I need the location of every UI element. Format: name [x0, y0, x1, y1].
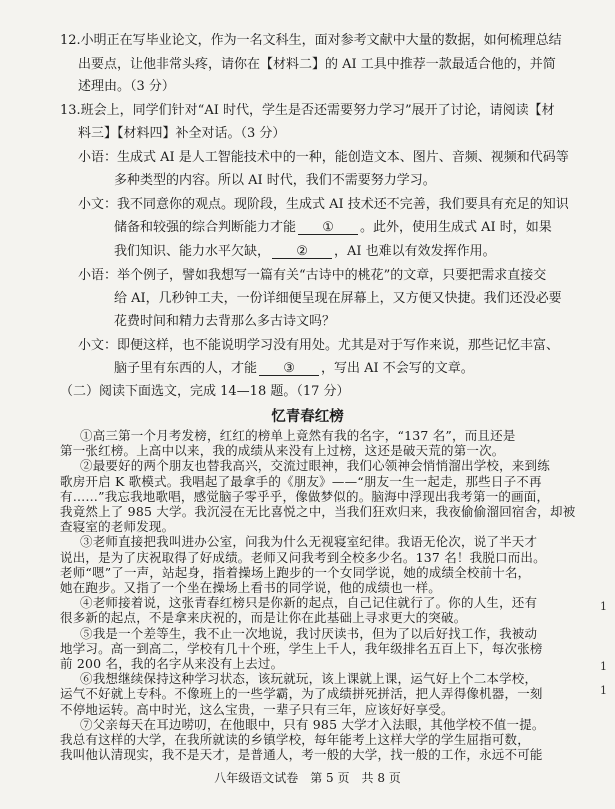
- margin-mark: 1: [600, 684, 607, 697]
- article-line: ⑤我是一个差等生，我不止一次地说，我讨厌读书，但为了以后好找工作，我被动: [80, 625, 538, 641]
- text: ，AI 也难以有效发挥作用。: [334, 244, 496, 259]
- answer-blank-3[interactable]: ③: [259, 362, 319, 376]
- article-line: 说出，是为了庆祝取得了好成绩。老师又问我考到全校多少名。137 名！我脱口而出。: [60, 549, 546, 565]
- margin-mark: 1: [600, 600, 607, 613]
- article-line: 运气不好就上专科。不像班上的一些学霸，为了成绩拼死拼活，把人弄得像机器，一刻: [60, 686, 543, 702]
- dialogue-xiaoyu-2c: 花费时间和精力去背那么多古诗文吗？: [114, 314, 336, 329]
- text: 。此外，使用生成式 AI 时，如果: [360, 220, 552, 235]
- q13-line-1: 13.班会上，同学们针对“AI 时代，学生是否还需要努力学习”展开了讨论，请阅读【材: [60, 103, 555, 118]
- text: 储备和较强的综合判断能力才能: [114, 220, 297, 235]
- q12-line-3: 述理由。（3 分）: [78, 79, 175, 94]
- article-line: 前 200 名，我的名字从来没有上去过。: [60, 656, 284, 671]
- dialogue-xiaoyu-1b: 多种类型的内容。所以 AI 时代，我们不需要努力学习。: [114, 173, 436, 188]
- margin-mark: 1: [600, 660, 607, 673]
- article-line: ②最要好的两个朋友也替我高兴，交流过眼神，我们心领神会悄悄溜出学校，来到练: [80, 458, 550, 474]
- dialogue-xiaowen-2a: 小文：即便这样，也不能说明学习没有用处。尤其是对于写作来说，那些记忆丰富、: [78, 338, 560, 353]
- dialogue-xiaowen-2b: [114, 361, 474, 377]
- section-heading: （二）阅读下面选文，完成 14—18 题。（17 分）: [60, 384, 350, 399]
- text: ，写出 AI 不会写的文章。: [321, 361, 474, 376]
- article-line: 地学习。高一到高二，学校有几十个班，学生上千人，我年级排名五百上下，每次张榜: [60, 640, 543, 656]
- answer-blank-1[interactable]: ①: [298, 221, 358, 235]
- article-line: 不停地运转。高中时光，这么宝贵，一辈子只有三年，应该好好享受。: [60, 701, 454, 717]
- article-line: 查寝室的老师发现。: [60, 519, 175, 535]
- article-line: 我总有这样的大学，在我所就读的乡镇学校，每年能考上这样大学的学生屈指可数，: [60, 732, 530, 747]
- dialogue-xiaowen-1c: [114, 244, 496, 260]
- article-line: 她在跑步。又指了一个坐在操场上看书的同学说，他的成绩也一样。: [60, 580, 442, 595]
- q12-line-2: 出要点，让他非常头疼，请你在【材料二】的 AI 工具中推荐一款最适合他的，并简: [78, 57, 556, 72]
- article-line: 歌房开启 K 歌模式。我唱起了最拿手的《朋友》——“朋友一生一起走，那些日子不再: [60, 473, 542, 489]
- text: 脑子里有东西的人，才能: [114, 361, 258, 376]
- q12-line-1: 12.小明正在写毕业论文，作为一名文科生，面对参考文献中大量的数据，如何梳理总结: [60, 33, 562, 48]
- article-title: 忆青春红榜: [271, 409, 344, 425]
- article-line: ④老师接着说，这张青春红榜只是你新的起点，自己记住就行了。你的人生，还有: [80, 595, 538, 611]
- page-footer: 八年级语文试卷 第 5 页 共 8 页: [214, 771, 401, 785]
- article-line: ⑦父亲每天在耳边唠叨，在他眼中，只有 985 大学才入法眼，其他学校不值一提。: [80, 716, 545, 732]
- dialogue-xiaoyu-2b: 给 AI，几秒钟工夫，一份详细便呈现在屏幕上，又方便又快捷。我们还没必要: [114, 291, 562, 306]
- q13-line-2: 料三】【材料四】补全对话。（3 分）: [78, 126, 286, 141]
- article-line: ③老师直接把我叫进办公室，问我为什么无视寝室纪律。我语无伦次，说了半天才: [80, 534, 538, 550]
- article-line: 第一张红榜。上高中以来，我的成绩从来没有上过榜，这还是破天荒的第一次。: [60, 443, 505, 459]
- article-line: 很多新的起点，不是拿来庆祝的，而是让你在此基础上寻求更大的突破。: [60, 610, 467, 626]
- article-line: 有……”我忘我地歌唱，感觉脑子零乎乎，像做梦似的。脑海中浮现出我考第一的画面，: [60, 488, 550, 504]
- dialogue-xiaoyu-2a: 小语：举个例子，譬如我想写一篇有关“古诗中的桃花”的文章，只要把需求直接交: [78, 268, 547, 283]
- article-line: 我竟然上了 985 大学。我沉浸在无比喜悦之中，当我们狂欢归来，我夜偷偷溜回宿舍，却被: [60, 504, 576, 519]
- text: 我们知识、能力水平欠缺，: [114, 244, 271, 259]
- article-line: 老师“嗯”了一声，站起身，指着操场上跑步的一个女同学说，她的成绩全校前十名，: [60, 564, 531, 580]
- dialogue-xiaowen-1a: 小文：我不同意你的观点。现阶段，生成式 AI 技术还不完善，我们要具有充足的知识: [78, 197, 569, 212]
- dialogue-xiaowen-1b: [114, 220, 552, 236]
- article-line: 我叫他认清现实，我不是天才，是普通人，考一般的大学，找一般的工作，永远不可能: [60, 747, 543, 763]
- article-line: ①高三第一个月考发榜，红红的榜单上竟然有我的名字，“137 名”，而且还是: [80, 428, 516, 443]
- answer-blank-2[interactable]: ②: [272, 245, 332, 259]
- dialogue-xiaoyu-1a: 小语：生成式 AI 是人工智能技术中的一种，能创造文本、图片、音频、视频和代码等: [78, 150, 569, 165]
- article-line: ⑥我想继续保持这种学习状态，该玩就玩，该上课就上课，运气好上个二本学校，: [80, 671, 538, 687]
